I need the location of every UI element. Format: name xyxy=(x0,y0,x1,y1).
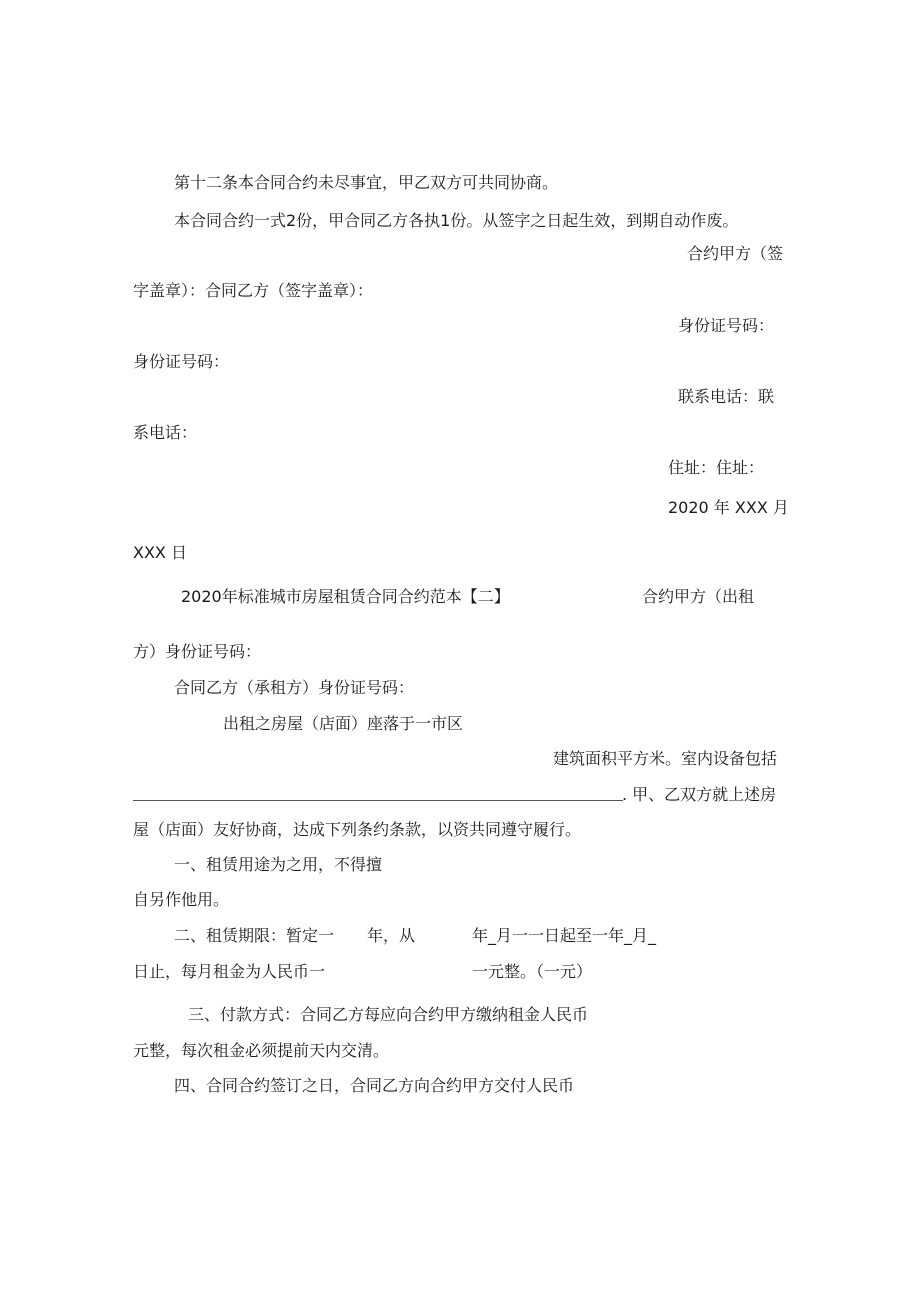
sign-party-a-line2: 字盖章）：合同乙方（签字盖章）： xyxy=(133,281,374,300)
item-1-line1: 一、租赁用途为之用，不得擅 xyxy=(174,855,383,874)
contract-title: 2020年标准城市房屋租赁合同合约范本【二】 xyxy=(181,587,510,606)
address-line: 住址：住址： xyxy=(668,458,765,477)
lessor-line2: 方）身份证号码： xyxy=(133,642,262,661)
id-number-a: 身份证号码： xyxy=(678,316,775,335)
phone-line1: 联系电话：联 xyxy=(678,387,775,406)
id-number-b: 身份证号码： xyxy=(133,352,230,371)
date-line2: XXX 日 xyxy=(133,543,187,562)
equipment-blank xyxy=(133,800,623,801)
item-2-from: 年，从 xyxy=(367,926,416,945)
date-line1: 2020 年 XXX 月 xyxy=(668,498,789,517)
item-4-line: 四、合同合约签订之日，合同乙方向合约甲方交付人民币 xyxy=(174,1076,575,1095)
item-2-amount: 一元整。（一元） xyxy=(472,962,593,981)
item-2-term: 二、租赁期限：暂定一 xyxy=(174,926,335,945)
lessee-line: 合同乙方（承租方）身份证号码： xyxy=(174,678,415,697)
agreement-tail: . 甲、乙双方就上述房 xyxy=(622,785,777,804)
sign-party-a-line1: 合约甲方（签 xyxy=(687,244,784,263)
clause-12: 第十二条本合同合约未尽事宜，甲乙双方可共同协商。 xyxy=(174,173,559,192)
phone-line2: 系电话： xyxy=(133,423,198,442)
item-2-dates: 年_月一一日起至一年_月_ xyxy=(472,926,657,945)
area-line: 建筑面积平方米。室内设备包括 xyxy=(553,749,778,768)
lessor-line1: 合约甲方（出租 xyxy=(642,587,755,606)
item-2-rent: 日止，每月租金为人民币一 xyxy=(133,962,326,981)
item-1-line2: 自另作他用。 xyxy=(133,890,230,909)
item-3-line2: 元整，每次租金必须提前天内交清。 xyxy=(133,1041,390,1060)
agreement-continuation: 屋（店面）友好协商，达成下列条约条款，以资共同遵守履行。 xyxy=(133,820,582,839)
location-line: 出租之房屋（店面）座落于一市区 xyxy=(223,714,464,733)
copies-clause: 本合同合约一式2份，甲合同乙方各执1份。从签字之日起生效，到期自动作废。 xyxy=(174,211,739,230)
item-3-line1: 三、付款方式：合同乙方每应向合约甲方缴纳租金人民币 xyxy=(188,1005,589,1024)
